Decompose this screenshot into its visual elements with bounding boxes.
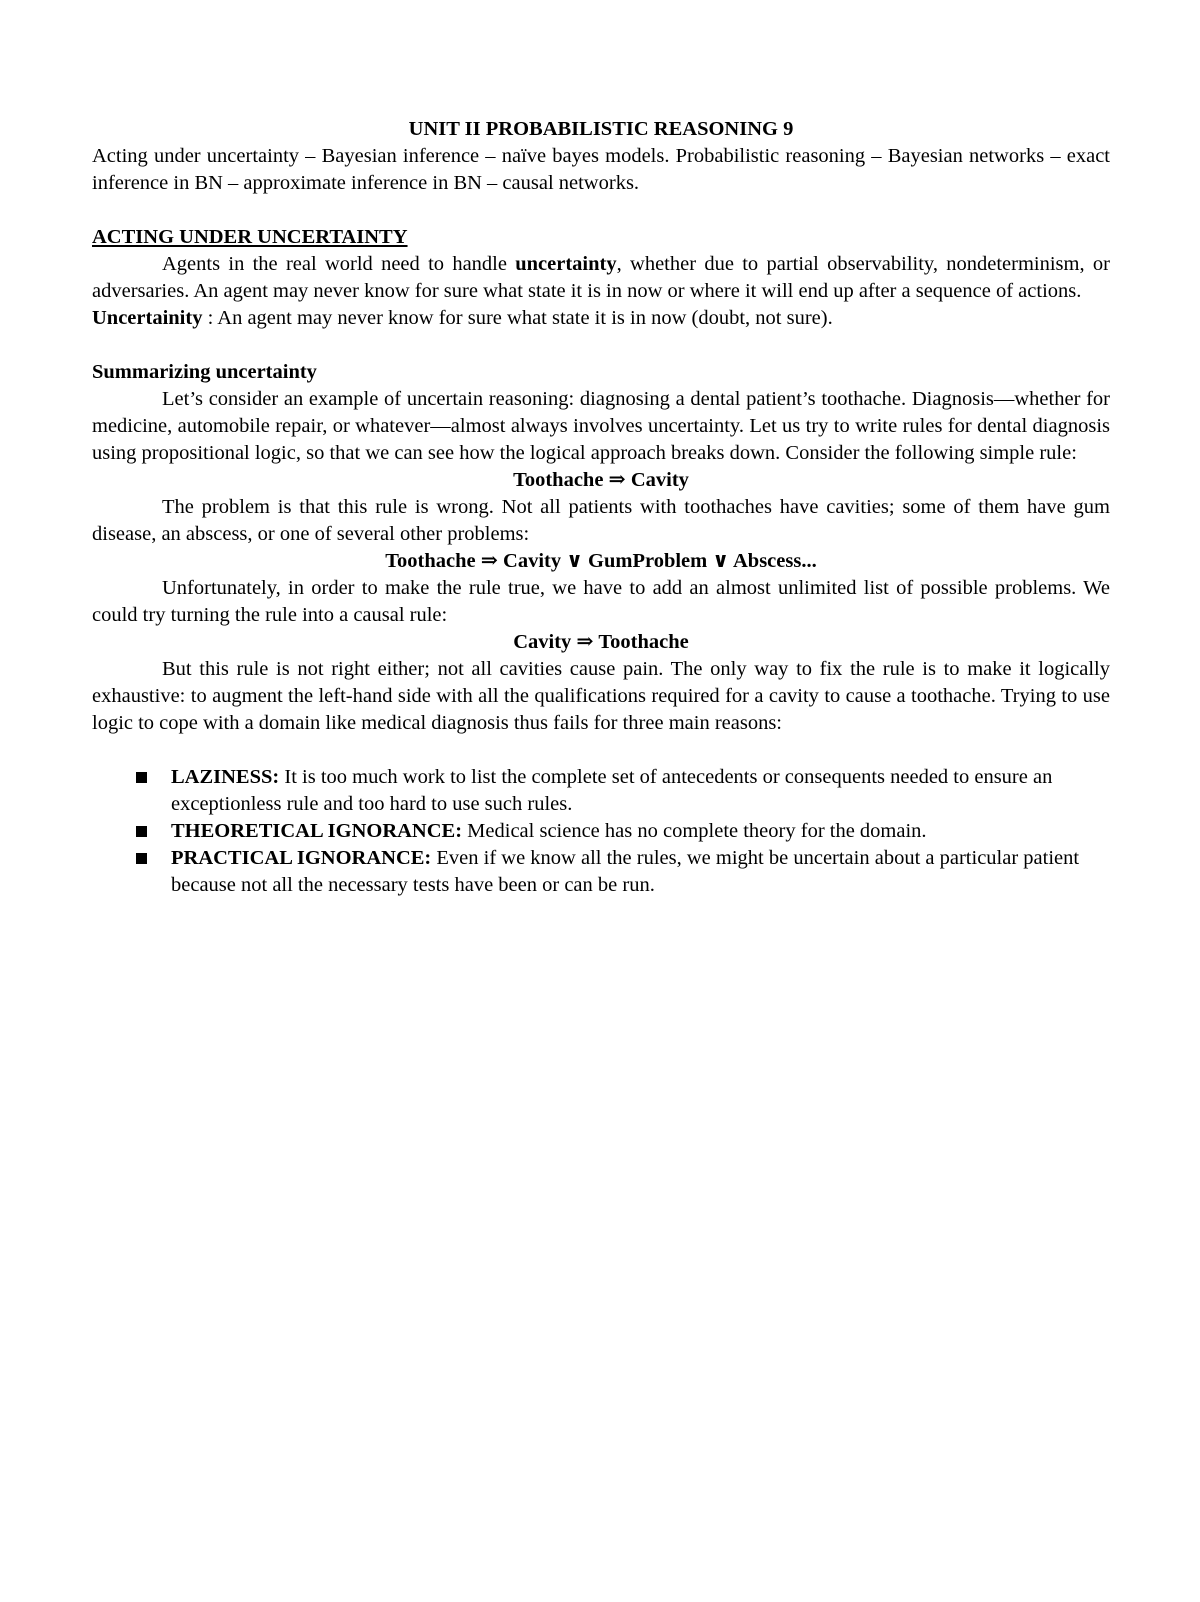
reason-text: It is too much work to list the complete set of antecedents or consequents needed to ensure an exceptionless rule and too hard to use such rules. [171,766,1053,815]
spacer [92,197,1110,224]
square-bullet-icon [136,772,147,783]
reason-term: LAZINESS: [171,766,280,788]
rule-wrong-paragraph: The problem is that this rule is wrong. Not all patients with toothaches have cavities; some of them have gum disease, an abscess, or one of several other problems: [92,496,1110,545]
list-item-theoretical-ignorance [92,818,1110,845]
reason-text: Even if we know all the rules, we might be uncertain about a particular patient because not all the necessary tests have been or can be run. [171,847,1080,896]
spacer [92,737,1110,764]
reason-term: PRACTICAL IGNORANCE: [171,847,432,869]
uncertainty-bold-term: uncertainty [515,253,617,275]
section-heading-acting-under-uncertainty: ACTING UNDER UNCERTAINTY [92,226,408,248]
uncertainty-intro-paragraph [92,251,1110,305]
list-item-laziness [92,764,1110,818]
square-bullet-icon [136,853,147,864]
logic-fails-paragraph: But this rule is not right either; not all cavities cause pain. The only way to fix the rule is to make it logically exhaustive: to augment the left-hand side with all the qualifications required for a cavity to cause a toothache. Trying to use logic to cope with a domain like medical diagnosis thus fails for three main reasons: [92,658,1110,734]
dental-example-paragraph: Let’s consider an example of uncertain reasoning: diagnosing a dental patient’s toothache. Diagnosis—whether for medicine, automobile repair, or whatever—almost always involves uncertainty. Let us try to write rules for dental diagnosis using propositional logic, so that we can see how the logical approach breaks down. Consider the following simple rule: [92,388,1110,464]
document-page [92,116,1110,899]
reasons-list [92,764,1110,899]
unit-title: UNIT II PROBABILISTIC REASONING 9 [408,118,794,140]
reason-term: THEORETICAL IGNORANCE: [171,820,463,842]
rule-toothache-cavity: Toothache ⇒ Cavity [513,469,689,491]
uncertainty-definition [92,305,1110,332]
causal-rule-paragraph: Unfortunately, in order to make the rule true, we have to add an almost unlimited list of possible problems. We could try turning the rule into a causal rule: [92,577,1110,626]
square-bullet-icon [136,826,147,837]
reason-text: Medical science has no complete theory for the domain. [462,820,927,842]
list-item-practical-ignorance [92,845,1110,899]
definition-term: Uncertainity [92,307,203,329]
intro-text-end: , whether due to partial observability, nondeterminism, or adversaries. An agent may never know for sure what state it is in now or where it will end up after a sequence of actions. [92,253,1110,302]
intro-text-start: Agents in the real world need to handle [162,253,516,275]
definition-text: : An agent may never know for sure what state it is in now (doubt, not sure). [202,307,833,329]
section-heading-summarizing-uncertainty: Summarizing uncertainty [92,361,317,383]
unit-syllabus: Acting under uncertainty – Bayesian inference – naïve bayes models. Probabilistic reasoning – Bayesian networks – exact inference in BN – approximate inference in BN – causal networks. [92,145,1110,194]
spacer [92,332,1110,359]
rule-cavity-toothache: Cavity ⇒ Toothache [513,631,689,653]
rule-toothache-disjunction: Toothache ⇒ Cavity ∨ GumProblem ∨ Abscess... [385,550,817,572]
